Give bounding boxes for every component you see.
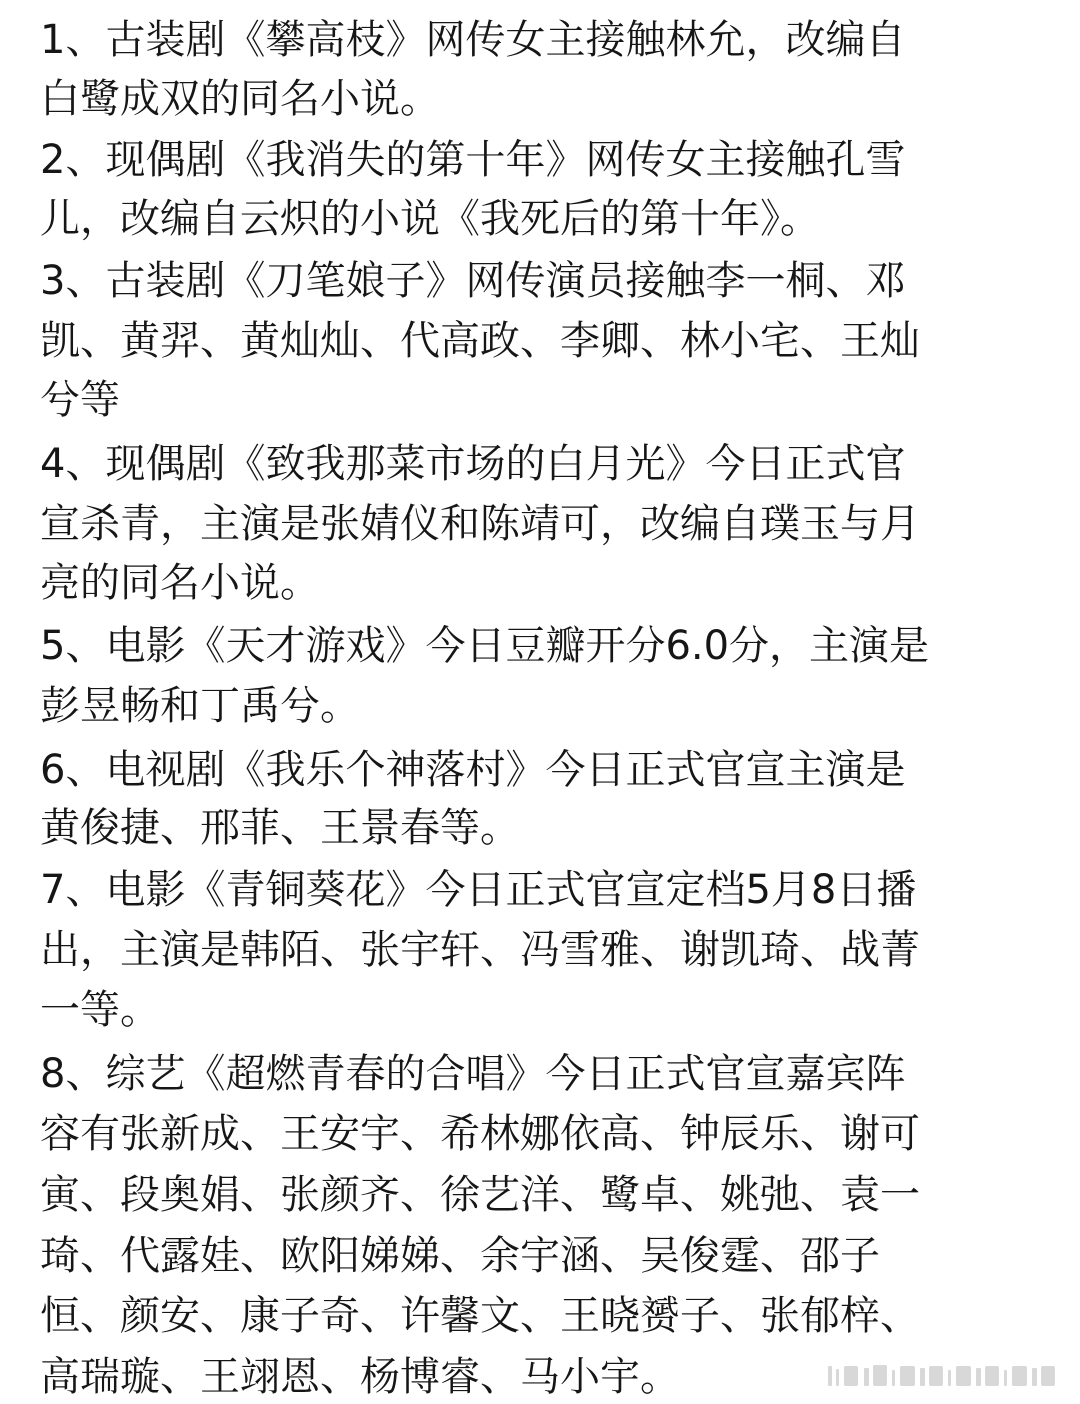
text-line-7: 兮等 [40,377,120,423]
watermark-logo [828,1362,1064,1390]
text-line-23: 高瑞璇、王翊恩、杨博睿、马小宇。 [40,1354,680,1400]
text-line-3: 2、现偶剧《我消失的第十年》网传女主接触孔雪 [40,137,906,183]
text-line-10: 亮的同名小说。 [40,560,320,606]
text-line-19: 容有张新成、王安宇、希林娜依高、钟辰乐、谢可 [40,1111,920,1157]
text-line-1: 1、古装剧《攀高枝》网传女主接触林允，改编自 [40,17,906,63]
text-line-2: 白鹭成双的同名小说。 [40,76,440,122]
text-line-8: 4、现偶剧《致我那菜市场的白月光》今日正式官 [40,441,906,487]
text-line-18: 8、综艺《超燃青春的合唱》今日正式官宣嘉宾阵 [40,1051,906,1097]
text-line-9: 宣杀青，主演是张婧仪和陈靖可，改编自璞玉与月 [40,501,920,547]
text-line-15: 7、电影《青铜葵花》今日正式官宣定档5月8日播 [40,867,917,913]
text-line-20: 寅、段奥娟、张颜齐、徐艺洋、鹭卓、姚弛、袁一 [40,1172,920,1218]
text-line-12: 彭昱畅和丁禹兮。 [40,683,360,729]
text-line-5: 3、古装剧《刀笔娘子》网传演员接触李一桐、邓 [40,258,906,304]
text-line-21: 琦、代露娃、欧阳娣娣、余宇涵、吴俊霆、邵子 [40,1233,880,1279]
text-line-11: 5、电影《天才游戏》今日豆瓣开分6.0分，主演是 [40,623,930,669]
text-line-17: 一等。 [40,987,160,1033]
text-line-4: 儿，改编自云炽的小说《我死后的第十年》。 [40,196,820,242]
text-line-6: 凯、黄羿、黄灿灿、代高政、李卿、林小宅、王灿 [40,318,920,364]
text-line-13: 6、电视剧《我乐个神落村》今日正式官宣主演是 [40,747,906,793]
text-line-14: 黄俊捷、邢菲、王景春等。 [40,805,520,851]
text-line-16: 出，主演是韩陌、张宇轩、冯雪雅、谢凯琦、战菁 [40,927,920,973]
text-line-22: 恒、颜安、康子奇、许馨文、王晓赟子、张郁梓、 [40,1293,920,1339]
